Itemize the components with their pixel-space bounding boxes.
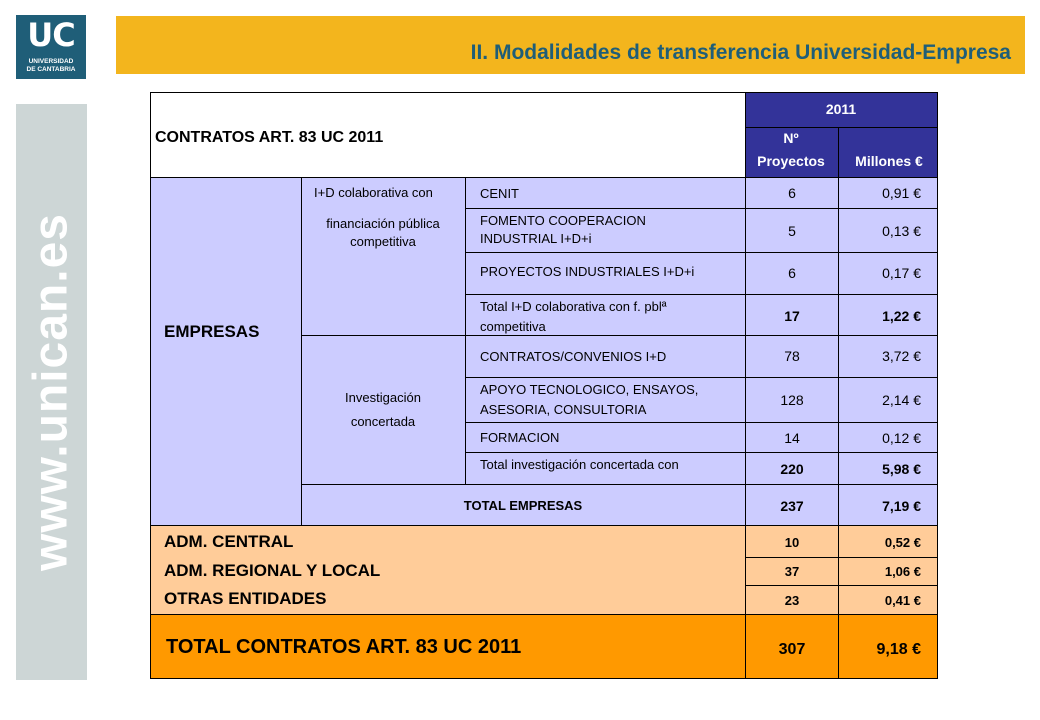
row-projects: 14 [784, 430, 800, 446]
row-label-line1: Total investigación concertada con [480, 457, 679, 472]
other-projects: 23 [784, 593, 800, 608]
other-millions: 1,06 € [884, 564, 921, 579]
group2-line1: Investigación [345, 390, 421, 405]
row-label-line1: CONTRATOS/CONVENIOS I+D [480, 349, 667, 364]
row-millions: 5,98 € [882, 461, 921, 477]
other-projects: 37 [784, 564, 800, 579]
logo-line-2: DE CANTABRIA [26, 66, 76, 73]
grand-total-projects: 307 [778, 641, 806, 658]
row-millions: 0,91 € [882, 185, 921, 201]
column-header-cells [745, 127, 938, 177]
row-label-line1: PROYECTOS INDUSTRIALES I+D+i [480, 264, 695, 279]
other-projects: 10 [784, 535, 800, 550]
col-proyectos-line1: Nº [783, 130, 799, 146]
table-title: CONTRATOS ART. 83 UC 2011 [155, 129, 384, 146]
row-millions: 0,13 € [882, 223, 921, 239]
total-empresas-millions: 7,19 € [882, 498, 921, 514]
col-millones: Millones € [855, 153, 923, 169]
row-label-line2: competitiva [480, 319, 546, 334]
row-millions: 3,72 € [882, 348, 921, 364]
other-label: OTRAS ENTIDADES [164, 589, 327, 608]
logo-line-1: UNIVERSIDAD [28, 58, 74, 65]
row-label-line2: ASESORIA, CONSULTORIA [480, 402, 647, 417]
total-empresas-label: TOTAL EMPRESAS [463, 498, 583, 513]
grand-total-millions: 9,18 € [876, 641, 921, 658]
logo-mark: UC [27, 16, 75, 54]
row-projects: 6 [788, 265, 796, 281]
row-projects: 128 [780, 392, 804, 408]
row-millions: 2,14 € [882, 392, 921, 408]
row-label-line1: APOYO TECNOLOGICO, ENSAYOS, [480, 382, 699, 397]
year-header: 2011 [825, 101, 857, 117]
grand-total-label: TOTAL CONTRATOS ART. 83 UC 2011 [166, 636, 522, 658]
group1-line3: competitiva [350, 234, 416, 249]
row-projects: 17 [784, 308, 800, 324]
row-label-line2: INDUSTRIAL I+D+i [480, 231, 592, 246]
row-label-line1: FOMENTO COOPERACION [480, 213, 646, 228]
row-millions: 0,17 € [882, 265, 921, 281]
empresas-label: EMPRESAS [164, 322, 260, 341]
row-projects: 220 [780, 461, 804, 477]
group2-line2: concertada [350, 414, 416, 429]
group1-line2: financiación pública [326, 216, 440, 231]
group1-line1: I+D colaborativa con [314, 185, 433, 200]
row-projects: 78 [784, 348, 800, 364]
row-label-line1: FORMACION [480, 430, 560, 445]
row-projects: 6 [788, 185, 796, 201]
row-label-line1: Total I+D colaborativa con f. pblª [480, 299, 667, 314]
row-projects: 5 [788, 223, 796, 239]
other-millions: 0,52 € [884, 535, 921, 550]
row-millions: 0,12 € [882, 430, 921, 446]
row-millions: 1,22 € [882, 308, 921, 324]
other-millions: 0,41 € [884, 593, 921, 608]
col-proyectos-line2: Proyectos [757, 153, 825, 169]
website-url[interactable]: www.unican.es [24, 213, 78, 571]
other-label: ADM. REGIONAL Y LOCAL [164, 561, 381, 580]
page-title: II. Modalidades de transferencia Universidad-Empresa [470, 41, 1011, 64]
row-label-line1: CENIT [480, 186, 519, 201]
other-label: ADM. CENTRAL [164, 532, 294, 551]
total-empresas-projects: 237 [780, 498, 804, 514]
